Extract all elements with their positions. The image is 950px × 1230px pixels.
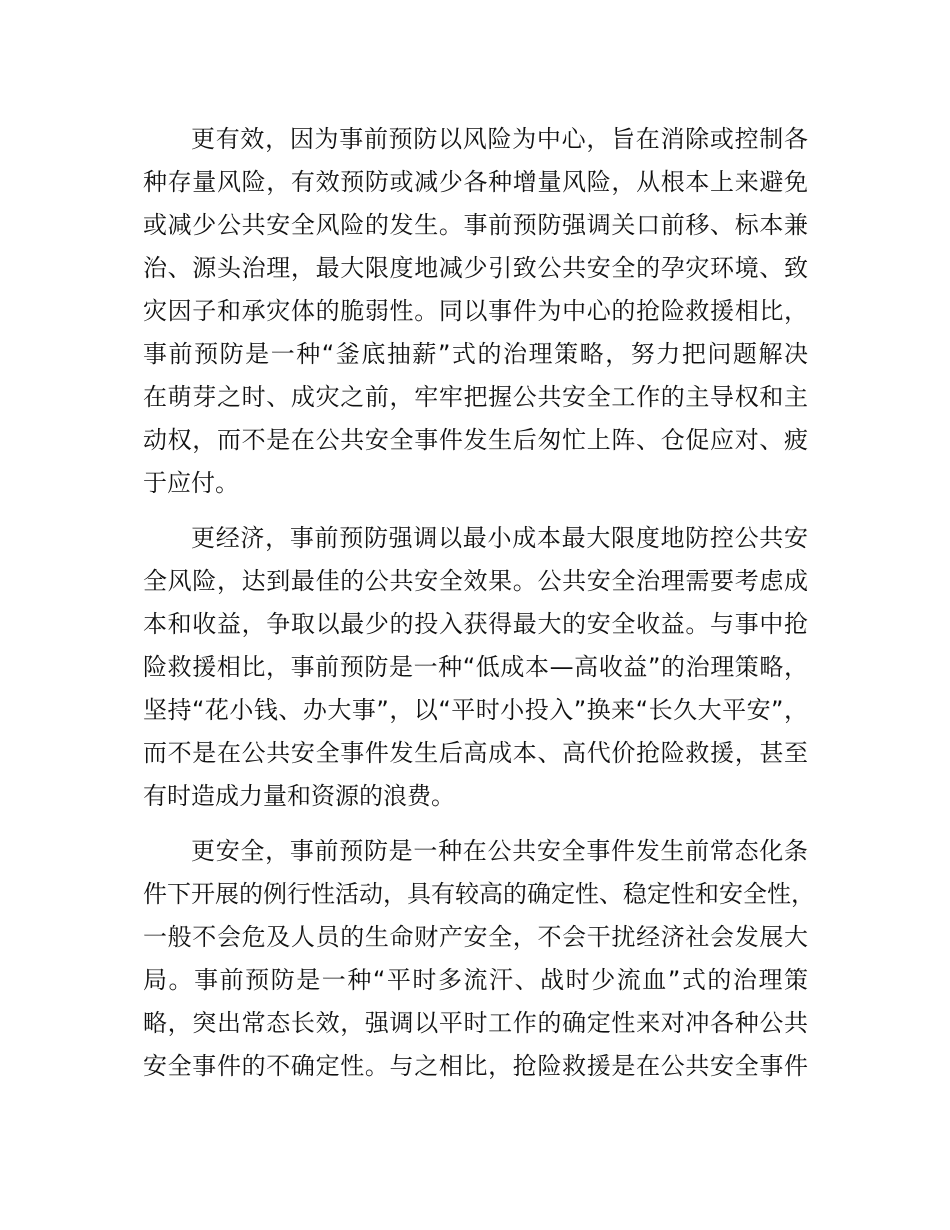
text-line: 险救援相比，事前预防是一种“低成本—高收益”的治理策略， bbox=[143, 653, 808, 681]
text-line: 更安全，事前预防是一种在公共安全事件发生前常态化条 bbox=[191, 837, 808, 865]
text-line: 件下开展的例行性活动，具有较高的确定性、稳定性和安全性， bbox=[143, 880, 815, 908]
text-line: 局。事前预防是一种“平时多流汗、战时少流血”式的治理策 bbox=[143, 966, 808, 994]
text-line: 一般不会危及人员的生命财产安全，不会干扰经济社会发展大 bbox=[143, 923, 808, 951]
text-line: 本和收益，争取以最少的投入获得最大的安全收益。与事中抢 bbox=[143, 610, 808, 638]
text-line: 在萌芽之时、成灾之前，牢牢把握公共安全工作的主导权和主 bbox=[143, 383, 808, 411]
paragraph-more-effective bbox=[143, 118, 808, 505]
document-page bbox=[143, 118, 815, 1100]
paragraph-safer bbox=[143, 830, 815, 1088]
text-line: 或减少公共安全风险的发生。事前预防强调关口前移、标本兼 bbox=[143, 211, 808, 239]
text-line: 有时造成力量和资源的浪费。 bbox=[143, 782, 455, 810]
text-line: 坚持“花小钱、办大事”，以“平时小投入”换来“长久大平安”， bbox=[143, 696, 808, 724]
text-line: 治、源头治理，最大限度地减少引致公共安全的孕灾环境、致 bbox=[143, 254, 808, 282]
text-line: 于应付。 bbox=[143, 469, 239, 497]
text-line: 灾因子和承灾体的脆弱性。同以事件为中心的抢险救援相比， bbox=[143, 297, 808, 325]
text-line: 事前预防是一种“釜底抽薪”式的治理策略，努力把问题解决 bbox=[143, 340, 808, 368]
text-line: 更有效，因为事前预防以风险为中心，旨在消除或控制各 bbox=[191, 125, 808, 153]
text-line: 种存量风险，有效预防或减少各种增量风险，从根本上来避免 bbox=[143, 168, 808, 196]
text-line: 而不是在公共安全事件发生后高成本、高代价抢险救援，甚至 bbox=[143, 739, 808, 767]
paragraph-more-economical bbox=[143, 517, 808, 818]
text-line: 更经济，事前预防强调以最小成本最大限度地防控公共安 bbox=[191, 524, 808, 552]
text-line: 全风险，达到最佳的公共安全效果。公共安全治理需要考虑成 bbox=[143, 567, 808, 595]
text-line: 安全事件的不确定性。与之相比，抢险救援是在公共安全事件 bbox=[143, 1052, 808, 1080]
text-line: 动权，而不是在公共安全事件发生后匆忙上阵、仓促应对、疲 bbox=[143, 426, 808, 454]
text-line: 略，突出常态长效，强调以平时工作的确定性来对冲各种公共 bbox=[143, 1009, 808, 1037]
